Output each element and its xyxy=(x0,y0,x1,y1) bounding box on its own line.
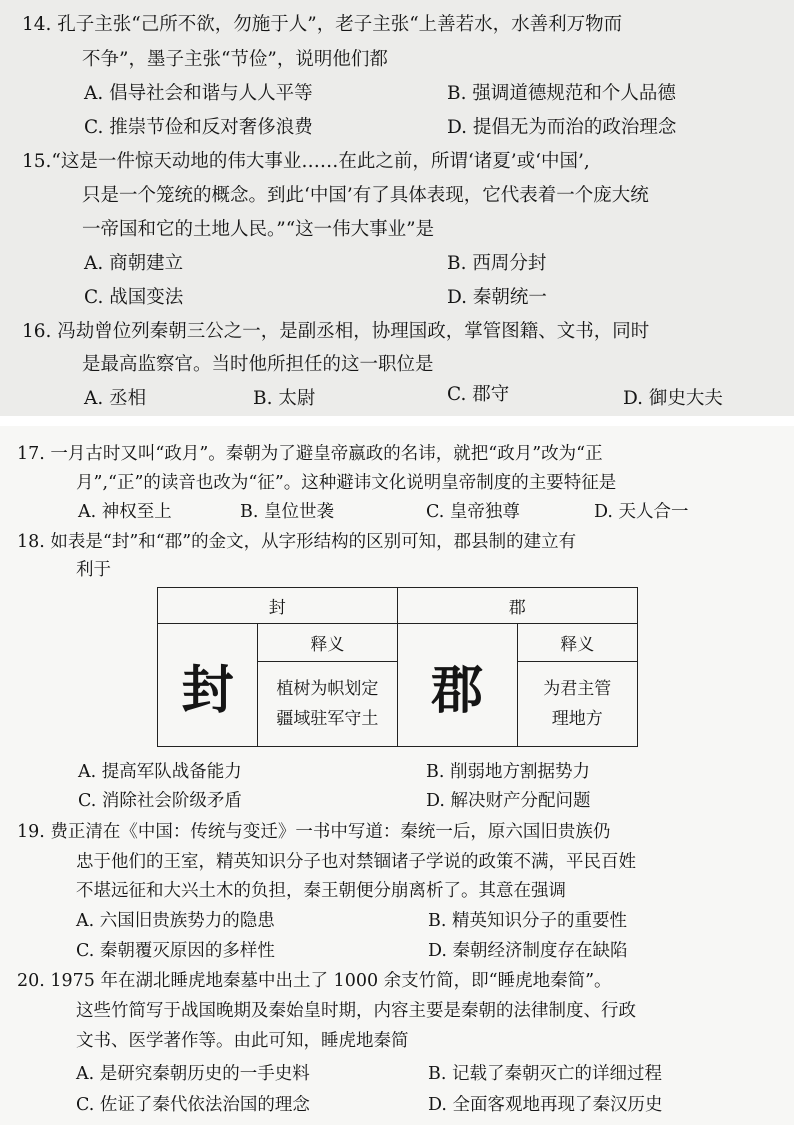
q15-stem-line1: 15.“这是一件惊天动地的伟大事业……在此之前，所谓‘诸夏’或‘中国’, xyxy=(22,151,590,172)
q14-option-a[interactable]: A. 倡导社会和谐与人人平等 xyxy=(84,83,313,104)
q15-option-d[interactable]: D. 秦朝统一 xyxy=(447,287,547,308)
q16-stem-line1: 16. 冯劫曾位列秦朝三公之一，是副丞相，协理国政，掌管图籍、文书，同时 xyxy=(22,321,650,342)
q20-option-d[interactable]: D. 全面客观地再现了秦汉历史 xyxy=(428,1095,663,1115)
q15-stem-line3: 一帝国和它的土地人民。”“这一伟大事业”是 xyxy=(82,219,435,240)
q20-option-a[interactable]: A. 是研究秦朝历史的一手史料 xyxy=(76,1064,310,1084)
feng-bronze-glyph: 封 xyxy=(181,659,234,721)
q20-stem-line1: 20. 1975 年在湖北睡虎地秦墓中出土了 1000 余支竹简，即“睡虎地秦简”。 xyxy=(17,971,612,991)
jun-glyph-cell xyxy=(397,624,517,747)
q15-stem-line2: 只是一个笼统的概念。到此‘中国’有了具体表现，它代表着一个庞大统 xyxy=(82,185,649,206)
feng-glyph-cell xyxy=(158,624,258,747)
q15-option-c[interactable]: C. 战国变法 xyxy=(84,287,184,308)
q18-option-c[interactable]: C. 消除社会阶级矛盾 xyxy=(78,791,242,811)
feng-meaning-line2: 疆域驻军守土 xyxy=(276,709,379,729)
jun-meaning-cell xyxy=(517,662,638,747)
q18-stem-line1: 18. 如表是“封”和“郡”的金文，从字形结构的区别可知，郡县制的建立有 xyxy=(17,532,577,552)
q15-option-a[interactable]: A. 商朝建立 xyxy=(84,253,184,274)
q17-option-a[interactable]: A. 神权至上 xyxy=(78,502,172,522)
q18-option-a[interactable]: A. 提高军队战备能力 xyxy=(78,762,242,782)
jun-meaning-line1: 为君主管 xyxy=(543,679,612,699)
q19-option-d[interactable]: D. 秦朝经济制度存在缺陷 xyxy=(428,941,628,961)
q19-stem-line1: 19. 费正清在《中国：传统与变迁》一书中写道：秦统一后，原六国旧贵族仍 xyxy=(17,822,611,842)
jun-bronze-glyph: 郡 xyxy=(430,659,483,721)
jun-meaning-label: 释义 xyxy=(517,624,638,662)
q18-stem-line2: 利于 xyxy=(76,560,111,580)
q14-option-d[interactable]: D. 提倡无为而治的政治理念 xyxy=(447,117,677,138)
scan-gap xyxy=(0,416,794,426)
q17-stem-line2: 月”,“正”的读音也改为“征”。这种避讳文化说明皇帝制度的主要特征是 xyxy=(76,473,617,493)
bronze-script-table xyxy=(157,587,638,747)
q17-option-b[interactable]: B. 皇位世袭 xyxy=(240,502,334,522)
q14-stem-line2: 不争”，墨子主张“节俭”，说明他们都 xyxy=(82,49,388,70)
q17-option-d[interactable]: D. 天人合一 xyxy=(594,502,689,522)
feng-meaning-label: 释义 xyxy=(258,624,397,662)
q20-option-c[interactable]: C. 佐证了秦代依法治国的理念 xyxy=(76,1095,310,1115)
feng-header: 封 xyxy=(158,588,398,624)
q20-option-b[interactable]: B. 记载了秦朝灭亡的详细过程 xyxy=(428,1064,662,1084)
q16-stem-line2: 是最高监察官。当时他所担任的这一职位是 xyxy=(82,354,434,375)
q19-stem-line3: 不堪远征和大兴土木的负担，秦王朝便分崩离析了。其意在强调 xyxy=(76,881,566,901)
q18-option-b[interactable]: B. 削弱地方割据势力 xyxy=(426,762,590,782)
q14-option-b[interactable]: B. 强调道德规范和个人品德 xyxy=(447,83,676,104)
q17-option-c[interactable]: C. 皇帝独尊 xyxy=(426,502,520,522)
q20-stem-line2: 这些竹简写于战国晚期及秦始皇时期，内容主要是秦朝的法律制度、行政 xyxy=(76,1001,636,1021)
jun-meaning-line2: 理地方 xyxy=(551,709,603,729)
q15-option-b[interactable]: B. 西周分封 xyxy=(447,253,547,274)
q16-option-d[interactable]: D. 御史大夫 xyxy=(623,388,723,409)
q18-option-d[interactable]: D. 解决财产分配问题 xyxy=(426,791,591,811)
q17-stem-line1: 17. 一月古时又叫“政月”。秦朝为了避皇帝嬴政的名讳，就把“政月”改为“正 xyxy=(17,444,603,464)
q19-option-c[interactable]: C. 秦朝覆灭原因的多样性 xyxy=(76,941,275,961)
q16-option-c[interactable]: C. 郡守 xyxy=(447,384,510,405)
q19-option-a[interactable]: A. 六国旧贵族势力的隐患 xyxy=(76,911,275,931)
jun-header: 郡 xyxy=(397,588,638,624)
q19-option-b[interactable]: B. 精英知识分子的重要性 xyxy=(428,911,627,931)
q14-stem-line1: 14. 孔子主张“己所不欲，勿施于人”，老子主张“上善若水，水善利万物而 xyxy=(22,14,623,35)
feng-meaning-cell xyxy=(258,662,397,747)
q20-stem-line3: 文书、医学著作等。由此可知，睡虎地秦简 xyxy=(76,1031,409,1051)
q16-option-b[interactable]: B. 太尉 xyxy=(253,388,316,409)
q16-option-a[interactable]: A. 丞相 xyxy=(84,388,147,409)
feng-meaning-line1: 植树为帜划定 xyxy=(276,679,379,699)
q19-stem-line2: 忠于他们的王室，精英知识分子也对禁锢诸子学说的政策不满，平民百姓 xyxy=(76,852,636,872)
q14-option-c[interactable]: C. 推崇节俭和反对奢侈浪费 xyxy=(84,117,313,138)
